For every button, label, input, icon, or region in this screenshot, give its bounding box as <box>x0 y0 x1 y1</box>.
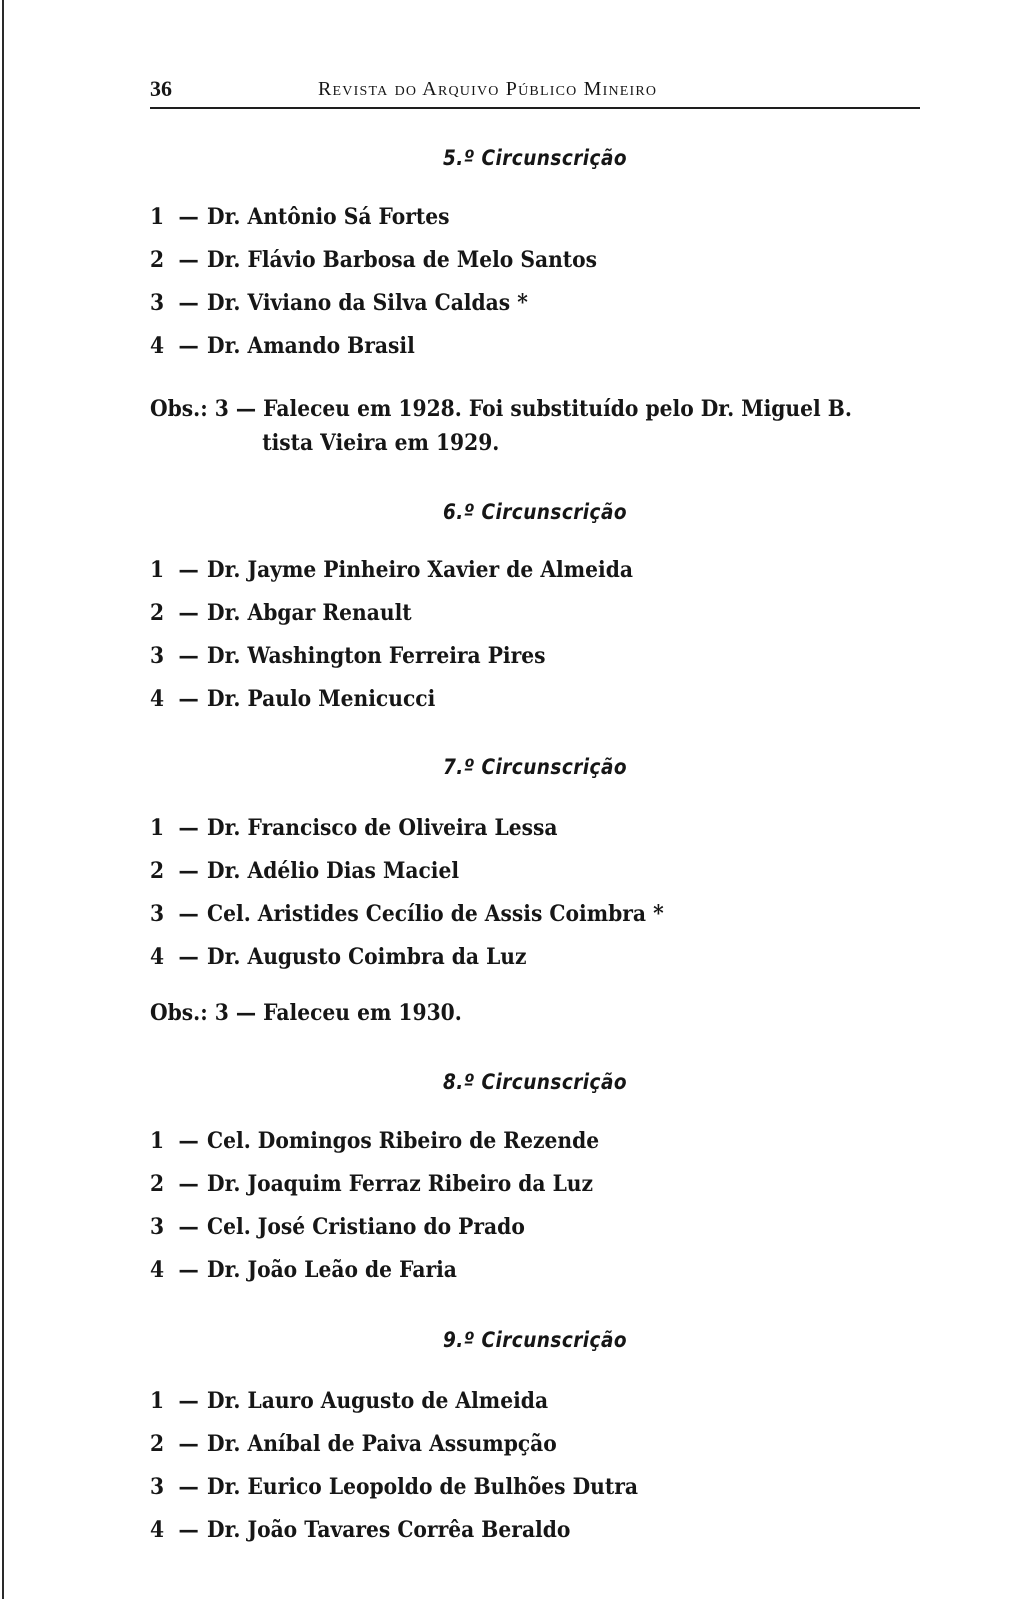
item-number: 3 <box>150 901 165 927</box>
item-dash: — <box>178 600 199 626</box>
obs-note-5 <box>150 392 886 460</box>
list-item <box>150 813 664 856</box>
item-name: Dr. Jayme Pinheiro Xavier de Almeida <box>207 557 633 583</box>
item-number: 4 <box>150 333 165 359</box>
item-dash: — <box>178 815 199 841</box>
item-dash: — <box>178 1257 199 1283</box>
obs-note-7 <box>150 996 886 1030</box>
item-number: 2 <box>150 1431 165 1457</box>
item-number: 2 <box>150 247 165 273</box>
item-name: Dr. Eurico Leopoldo de Bulhões Dutra <box>207 1474 639 1500</box>
list-item <box>150 641 633 684</box>
item-name: Dr. Francisco de Oliveira Lessa <box>207 815 558 841</box>
item-dash: — <box>178 333 199 359</box>
section-title-5: 5.º Circunscrição <box>442 146 628 170</box>
list-item <box>150 1255 599 1298</box>
page-header <box>150 76 920 106</box>
obs-line-2: tista Vieira em 1929. <box>262 430 500 456</box>
item-dash: — <box>178 944 199 970</box>
item-name: Dr. João Leão de Faria <box>207 1257 457 1283</box>
item-dash: — <box>178 643 199 669</box>
item-name: Dr. Washington Ferreira Pires <box>207 643 546 669</box>
obs-line-1: Obs.: 3 — Faleceu em 1928. Foi substituído pelo Dr. Miguel B. <box>150 396 852 422</box>
item-number: 4 <box>150 944 165 970</box>
item-number: 1 <box>150 1388 165 1414</box>
item-dash: — <box>178 204 199 230</box>
item-dash: — <box>178 901 199 927</box>
page-number: 36 <box>150 76 172 101</box>
item-name: Dr. Adélio Dias Maciel <box>207 858 460 884</box>
item-dash: — <box>178 1474 199 1500</box>
item-number: 3 <box>150 643 165 669</box>
member-list-6 <box>150 555 675 727</box>
list-item <box>150 684 633 727</box>
item-number: 4 <box>150 1517 165 1543</box>
item-name: Dr. João Tavares Corrêa Beraldo <box>207 1517 571 1543</box>
item-name: Dr. Joaquim Ferraz Ribeiro da Luz <box>207 1171 594 1197</box>
list-item <box>150 1126 599 1169</box>
item-dash: — <box>178 1517 199 1543</box>
item-number: 1 <box>150 557 165 583</box>
item-number: 2 <box>150 600 165 626</box>
item-name: Cel. Aristides Cecílio de Assis Coimbra * <box>207 901 664 927</box>
section-title-9: 9.º Circunscrição <box>442 1328 628 1352</box>
item-name: Cel. José Cristiano do Prado <box>207 1214 525 1240</box>
list-item <box>150 555 633 598</box>
item-dash: — <box>178 1214 199 1240</box>
item-name: Dr. Lauro Augusto de Almeida <box>207 1388 549 1414</box>
page-edge-line <box>2 0 4 1599</box>
item-dash: — <box>178 858 199 884</box>
item-number: 4 <box>150 1257 165 1283</box>
list-item <box>150 1515 638 1558</box>
list-item <box>150 331 597 374</box>
item-name: Cel. Domingos Ribeiro de Rezende <box>207 1128 600 1154</box>
list-item <box>150 1429 638 1472</box>
list-item <box>150 202 597 245</box>
item-number: 3 <box>150 290 165 316</box>
item-name: Dr. Aníbal de Paiva Assumpção <box>207 1431 557 1457</box>
item-number: 1 <box>150 815 165 841</box>
list-item <box>150 942 664 985</box>
item-dash: — <box>178 247 199 273</box>
item-name: Dr. Antônio Sá Fortes <box>207 204 450 230</box>
item-name: Dr. Amando Brasil <box>207 333 415 359</box>
header-rule <box>150 107 920 109</box>
member-list-7 <box>150 813 708 985</box>
item-dash: — <box>178 1431 199 1457</box>
running-title: Revista do Arquivo Público Mineiro <box>318 78 658 100</box>
item-dash: — <box>178 290 199 316</box>
section-title-8: 8.º Circunscrição <box>442 1070 628 1094</box>
item-dash: — <box>178 1171 199 1197</box>
section-title-7: 7.º Circunscrição <box>442 755 628 779</box>
item-number: 1 <box>150 1128 165 1154</box>
list-item <box>150 1472 638 1515</box>
member-list-5 <box>150 202 636 374</box>
item-dash: — <box>178 1128 199 1154</box>
item-number: 1 <box>150 204 165 230</box>
item-name: Dr. Flávio Barbosa de Melo Santos <box>207 247 598 273</box>
list-item <box>150 598 633 641</box>
member-list-9 <box>150 1386 680 1558</box>
item-number: 3 <box>150 1474 165 1500</box>
item-name: Dr. Abgar Renault <box>207 600 412 626</box>
item-dash: — <box>178 686 199 712</box>
item-number: 2 <box>150 858 165 884</box>
list-item <box>150 1169 599 1212</box>
list-item <box>150 856 664 899</box>
item-number: 4 <box>150 686 165 712</box>
obs-line-1: Obs.: 3 — Faleceu em 1930. <box>150 1000 462 1026</box>
list-item <box>150 1212 599 1255</box>
item-number: 3 <box>150 1214 165 1240</box>
item-name: Dr. Augusto Coimbra da Luz <box>207 944 527 970</box>
item-name: Dr. Paulo Menicucci <box>207 686 436 712</box>
item-dash: — <box>178 557 199 583</box>
item-name: Dr. Viviano da Silva Caldas * <box>207 290 528 316</box>
list-item <box>150 245 597 288</box>
list-item <box>150 288 597 331</box>
list-item <box>150 899 664 942</box>
section-title-6: 6.º Circunscrição <box>442 500 628 524</box>
item-dash: — <box>178 1388 199 1414</box>
member-list-8 <box>150 1126 638 1298</box>
item-number: 2 <box>150 1171 165 1197</box>
list-item <box>150 1386 638 1429</box>
